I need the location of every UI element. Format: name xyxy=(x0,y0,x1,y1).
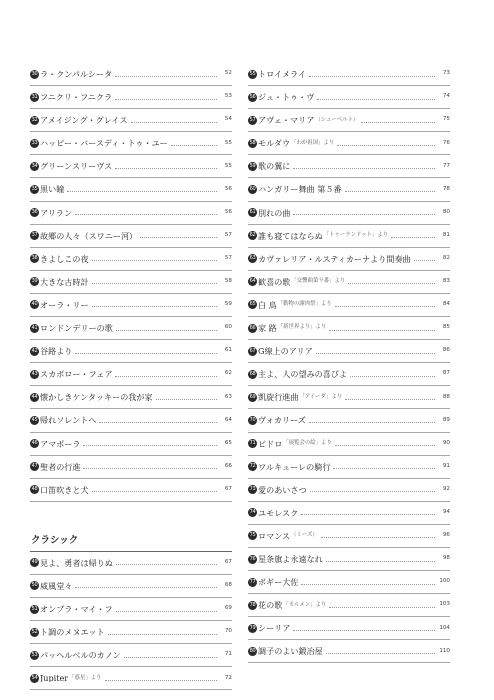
toc-entry xyxy=(30,86,232,109)
page-number: 82 xyxy=(442,255,450,261)
track-number-badge: 59 xyxy=(249,162,256,169)
page-number: 78 xyxy=(442,185,450,192)
dot-leader xyxy=(414,260,435,261)
track-number-badge: 79 xyxy=(249,624,256,631)
dot-leader xyxy=(92,283,217,284)
track-number-badge: 32 xyxy=(31,116,38,123)
track-number-badge: 35 xyxy=(31,186,38,193)
song-title: ハッピー・バースディ・トゥ・ユー xyxy=(40,139,168,148)
page-number: 67 xyxy=(224,485,232,492)
song-title: 花の歌 xyxy=(258,601,283,610)
toc-entry xyxy=(248,86,450,109)
toc-entry xyxy=(30,386,232,409)
toc-entry xyxy=(30,644,232,667)
track-number-badge: 60 xyxy=(249,186,256,193)
song-title: ロマンス xyxy=(258,531,291,540)
toc-entry xyxy=(30,63,232,86)
toc-entry xyxy=(30,667,232,690)
song-title: 谷路より xyxy=(40,347,73,356)
toc-list-classic xyxy=(30,552,232,691)
track-number-badge: 55 xyxy=(249,70,256,77)
toc-entry xyxy=(248,525,450,548)
page-number: 56 xyxy=(224,185,232,192)
track-number-badge: 63 xyxy=(249,255,256,262)
toc-entry xyxy=(30,155,232,178)
dot-leader xyxy=(293,214,435,215)
dot-leader xyxy=(337,145,435,146)
dot-leader xyxy=(316,353,435,354)
dot-leader xyxy=(329,607,435,608)
toc-entry xyxy=(248,594,450,617)
page-number: 91 xyxy=(442,462,450,469)
song-title: 威風堂々 xyxy=(40,581,73,590)
toc-right-column xyxy=(248,63,450,663)
song-source-note: 「動物の謝肉祭」より xyxy=(277,301,332,308)
dot-leader xyxy=(140,237,217,238)
dot-leader xyxy=(67,191,217,192)
toc-entry xyxy=(30,248,232,271)
page-number: 72 xyxy=(224,674,232,681)
track-number-badge: 64 xyxy=(249,278,256,285)
song-title: 主よ、人の望みの喜びよ xyxy=(258,370,348,379)
song-title: 歌の翼に xyxy=(258,162,291,171)
song-title: 凱旋行進曲 xyxy=(258,393,299,402)
track-number-badge: 30 xyxy=(31,70,38,77)
page-number: 68 xyxy=(224,582,232,589)
dot-leader xyxy=(321,537,435,538)
toc-list-classic-continued xyxy=(248,63,450,663)
dot-leader xyxy=(116,564,217,565)
dot-leader xyxy=(75,353,217,354)
track-number-badge: 72 xyxy=(249,463,256,470)
page-number: 64 xyxy=(224,416,232,423)
song-title: 星条旗よ永遠なれ xyxy=(258,554,323,564)
page-number: 98 xyxy=(442,555,450,562)
dot-leader xyxy=(345,191,435,192)
song-title: ビドロ xyxy=(258,439,283,448)
dot-leader xyxy=(92,260,217,261)
dot-leader xyxy=(115,376,217,377)
song-title: ハンガリー舞曲 第５番 xyxy=(258,185,342,194)
page-number: 83 xyxy=(442,278,450,285)
track-number-badge: 56 xyxy=(249,93,256,100)
song-title: アメイジング・グレイス xyxy=(40,116,128,125)
page-number: 55 xyxy=(224,139,232,146)
track-number-badge: 69 xyxy=(249,393,256,400)
song-title: 見よ、勇者は帰りぬ xyxy=(40,558,113,567)
toc-entry xyxy=(248,548,450,571)
page-number: 53 xyxy=(224,93,232,100)
dot-leader xyxy=(83,445,217,446)
page-number: 90 xyxy=(442,439,450,446)
track-number-badge: 38 xyxy=(31,255,38,262)
toc-entry xyxy=(30,294,232,317)
dot-leader xyxy=(335,445,435,446)
track-number-badge: 40 xyxy=(31,301,38,308)
toc-entry xyxy=(30,409,232,432)
page-number: 81 xyxy=(442,231,450,238)
toc-entry xyxy=(30,621,232,644)
page-number: 52 xyxy=(224,70,232,77)
toc-entry xyxy=(30,225,232,248)
dot-leader xyxy=(361,122,435,123)
song-title: 別れの曲 xyxy=(258,208,291,217)
page-number: 86 xyxy=(442,347,450,354)
dot-leader xyxy=(301,584,435,585)
dot-leader xyxy=(115,168,217,169)
song-title: G線上のアリア xyxy=(258,347,313,356)
song-title: 聖者の行進 xyxy=(40,462,81,471)
song-source-note: 「わが祖国」より xyxy=(291,139,335,146)
toc-left-column xyxy=(30,63,232,690)
song-title: 調子のよい鍛冶屋 xyxy=(258,647,323,656)
track-number-badge: 39 xyxy=(31,278,38,285)
page-number: 59 xyxy=(224,301,232,308)
song-title: 歓喜の歌 xyxy=(258,277,291,286)
page-number: 61 xyxy=(224,347,232,354)
song-title: 黒い瞳 xyxy=(40,185,65,194)
toc-entry xyxy=(30,178,232,201)
dot-leader xyxy=(115,99,217,100)
page-number: 63 xyxy=(224,393,232,400)
song-title: シーリア xyxy=(258,624,291,633)
dot-leader xyxy=(345,399,435,400)
song-source-note: 「惑星」より xyxy=(69,674,102,681)
song-title: 帰れソレントへ xyxy=(40,416,97,425)
song-title: ボギー大佐 xyxy=(258,578,299,587)
dot-leader xyxy=(335,306,435,307)
toc-entry xyxy=(248,363,450,386)
song-source-note: 「トゥーランドット」より xyxy=(323,232,389,238)
song-title: オンブラ・マイ・フ xyxy=(40,604,113,614)
toc-entry xyxy=(30,598,232,621)
page-number: 87 xyxy=(442,370,450,377)
song-title: ユモレスク xyxy=(258,508,299,517)
dot-leader xyxy=(131,122,217,123)
track-number-badge: 50 xyxy=(31,582,38,589)
toc-entry xyxy=(248,271,450,294)
toc-entry xyxy=(248,386,450,409)
toc-entry xyxy=(248,640,450,663)
page-number: 84 xyxy=(442,301,450,308)
song-title: Jupiter xyxy=(40,674,69,683)
track-number-badge: 66 xyxy=(249,324,256,331)
song-title: カヴァレリア・ルスティカーナより間奏曲 xyxy=(258,254,411,263)
toc-entry xyxy=(248,456,450,479)
dot-leader xyxy=(301,514,435,515)
toc-entry xyxy=(248,409,450,432)
song-title: 家 路 xyxy=(258,324,277,333)
track-number-badge: 34 xyxy=(31,162,38,169)
song-title: モルダウ xyxy=(258,139,291,148)
song-title: ジュ・トゥ・ヴ xyxy=(258,93,315,102)
dot-leader xyxy=(108,634,217,635)
track-number-badge: 33 xyxy=(31,139,38,146)
toc-entry xyxy=(248,155,450,178)
track-number-badge: 36 xyxy=(31,209,38,216)
dot-leader xyxy=(156,399,217,400)
track-number-badge: 57 xyxy=(249,116,256,123)
toc-entry xyxy=(30,433,232,456)
track-number-badge: 43 xyxy=(31,370,38,377)
song-source-note: 「交響曲第９番」より xyxy=(291,278,346,285)
song-source-note: （ミーズ） xyxy=(291,532,318,539)
track-number-badge: 61 xyxy=(249,209,256,216)
toc-entry xyxy=(248,502,450,525)
toc-entry xyxy=(248,317,450,340)
dot-leader xyxy=(348,283,435,284)
track-number-badge: 53 xyxy=(31,651,38,658)
toc-entry xyxy=(30,271,232,294)
song-title: フニクリ・フニクラ xyxy=(40,93,113,102)
song-title: スカボロー・フェア xyxy=(40,370,113,379)
page-number: 60 xyxy=(224,324,232,331)
song-source-note: （シューベルト） xyxy=(315,116,359,123)
dot-leader xyxy=(309,422,435,423)
page-number: 74 xyxy=(442,93,450,100)
song-title: 愛のあいさつ xyxy=(258,485,307,494)
track-number-badge: 78 xyxy=(249,601,256,608)
page-number: 103 xyxy=(439,601,450,608)
track-number-badge: 37 xyxy=(31,232,38,239)
page-number: 80 xyxy=(442,208,450,215)
toc-entry xyxy=(30,552,232,575)
toc-entry xyxy=(248,109,450,132)
song-title: ト調のメヌエット xyxy=(40,628,105,637)
song-source-note: 「カルメン」より xyxy=(283,601,327,608)
page-number: 55 xyxy=(224,162,232,169)
page-number: 56 xyxy=(224,208,232,215)
page-number: 57 xyxy=(224,255,232,261)
toc-list-folk xyxy=(30,63,232,502)
toc-entry xyxy=(30,317,232,340)
toc-entry xyxy=(30,575,232,598)
dot-leader xyxy=(310,491,435,492)
page-number: 70 xyxy=(224,628,232,635)
dot-leader xyxy=(309,76,435,77)
track-number-badge: 41 xyxy=(31,324,38,331)
dot-leader xyxy=(116,330,217,331)
page-number: 88 xyxy=(442,393,450,400)
song-title: きよしこの夜 xyxy=(40,254,89,263)
song-title: オーラ・リー xyxy=(40,300,89,310)
toc-entry xyxy=(248,294,450,317)
dot-leader xyxy=(92,306,217,307)
dot-leader xyxy=(326,561,435,562)
toc-entry xyxy=(30,340,232,363)
track-number-badge: 49 xyxy=(31,559,38,566)
dot-leader xyxy=(350,376,435,377)
song-title: 口笛吹きと犬 xyxy=(40,485,89,494)
song-title: トロイメライ xyxy=(258,70,306,79)
page-number: 85 xyxy=(442,324,450,331)
page-number: 62 xyxy=(224,370,232,377)
track-number-badge: 52 xyxy=(31,628,38,635)
page-number: 71 xyxy=(224,651,232,658)
song-title: アリラン xyxy=(40,208,73,217)
track-number-badge: 70 xyxy=(249,416,256,423)
track-number-badge: 74 xyxy=(249,509,256,516)
section-heading-classic: クラシック xyxy=(30,528,232,552)
page-number: 77 xyxy=(442,162,450,169)
song-title: ラ・クンパルシータ xyxy=(40,70,113,79)
song-title: 誰も寝てはならぬ xyxy=(258,231,323,240)
page-number: 54 xyxy=(224,116,232,123)
dot-leader xyxy=(99,422,217,423)
page-number: 89 xyxy=(442,416,450,423)
track-number-badge: 68 xyxy=(249,370,256,377)
page-number: 94 xyxy=(442,509,450,516)
page-number: 67 xyxy=(224,559,232,566)
track-number-badge: 71 xyxy=(249,440,256,447)
toc-entry xyxy=(248,479,450,502)
track-number-badge: 48 xyxy=(31,486,38,493)
track-number-badge: 45 xyxy=(31,416,38,423)
song-title: 白 鳥 xyxy=(258,300,277,310)
page-number: 73 xyxy=(442,70,450,77)
page-number: 110 xyxy=(439,647,450,654)
track-number-badge: 54 xyxy=(31,674,38,681)
toc-entry xyxy=(30,479,232,502)
page-number: 66 xyxy=(224,462,232,469)
track-number-badge: 51 xyxy=(31,605,38,612)
song-source-note: 「展覧会の絵」より xyxy=(283,439,332,446)
dot-leader xyxy=(329,330,435,331)
dot-leader xyxy=(293,630,435,631)
toc-entry xyxy=(248,248,450,271)
track-number-badge: 58 xyxy=(249,139,256,146)
song-source-note: 「アイーダ」より xyxy=(299,393,343,400)
dot-leader xyxy=(293,168,435,169)
dot-leader xyxy=(105,680,218,681)
toc-entry xyxy=(248,340,450,363)
dot-leader xyxy=(333,468,435,469)
song-title: アマポーラ xyxy=(40,439,81,448)
track-number-badge: 73 xyxy=(249,486,256,493)
dot-leader xyxy=(317,99,435,100)
page-number: 76 xyxy=(442,139,450,146)
dot-leader xyxy=(83,468,217,469)
toc-entry xyxy=(248,63,450,86)
track-number-badge: 75 xyxy=(249,532,256,539)
dot-leader xyxy=(116,611,217,612)
song-title: ヴォカリーズ xyxy=(258,416,306,425)
toc-entry xyxy=(30,109,232,132)
toc-entry xyxy=(248,132,450,155)
track-number-badge: 62 xyxy=(249,232,256,239)
track-number-badge: 65 xyxy=(249,301,256,308)
track-number-badge: 80 xyxy=(249,647,256,654)
page-number: 92 xyxy=(442,485,450,492)
dot-leader xyxy=(115,76,217,77)
page-number: 104 xyxy=(439,624,450,631)
song-title: ワルキューレの騎行 xyxy=(258,462,331,471)
toc-entry xyxy=(30,202,232,225)
song-source-note: 「新世界より」より xyxy=(277,324,327,331)
toc-entry xyxy=(30,456,232,479)
page-number: 100 xyxy=(439,578,450,585)
page-number: 75 xyxy=(442,116,450,123)
track-number-badge: 77 xyxy=(249,578,256,585)
dot-leader xyxy=(75,587,217,588)
page-number: 57 xyxy=(224,231,232,238)
dot-leader xyxy=(326,653,435,654)
toc-entry xyxy=(248,617,450,640)
track-number-badge: 67 xyxy=(249,347,256,354)
toc-entry xyxy=(248,433,450,456)
toc-entry xyxy=(248,225,450,248)
page-number: 58 xyxy=(224,278,232,285)
toc-entry xyxy=(30,132,232,155)
song-title: 大きな古時計 xyxy=(40,277,89,286)
song-title: グリーンスリーヴス xyxy=(40,162,113,171)
track-number-badge: 76 xyxy=(249,555,256,562)
song-title: パッヘルベルのカノン xyxy=(40,651,121,660)
dot-leader xyxy=(171,145,217,146)
song-title: 懐かしきケンタッキーの我が家 xyxy=(40,393,153,402)
page-number: 69 xyxy=(224,605,232,612)
dot-leader xyxy=(75,214,217,215)
page-number: 65 xyxy=(224,439,232,446)
toc-entry xyxy=(248,178,450,201)
toc-entry xyxy=(248,571,450,594)
toc-entry xyxy=(248,202,450,225)
track-number-badge: 47 xyxy=(31,463,38,470)
dot-leader xyxy=(391,237,435,238)
toc-entry xyxy=(30,363,232,386)
dot-leader xyxy=(92,491,217,492)
track-number-badge: 46 xyxy=(31,440,38,447)
page-number: 96 xyxy=(442,532,450,539)
song-title: 故郷の人々（スワニー河） xyxy=(40,231,138,240)
track-number-badge: 42 xyxy=(31,347,38,354)
song-title: アヴェ・マリア xyxy=(258,116,315,125)
track-number-badge: 44 xyxy=(31,393,38,400)
track-number-badge: 31 xyxy=(31,93,38,100)
song-title: ロンドンデリーの歌 xyxy=(40,324,113,333)
dot-leader xyxy=(124,657,217,658)
